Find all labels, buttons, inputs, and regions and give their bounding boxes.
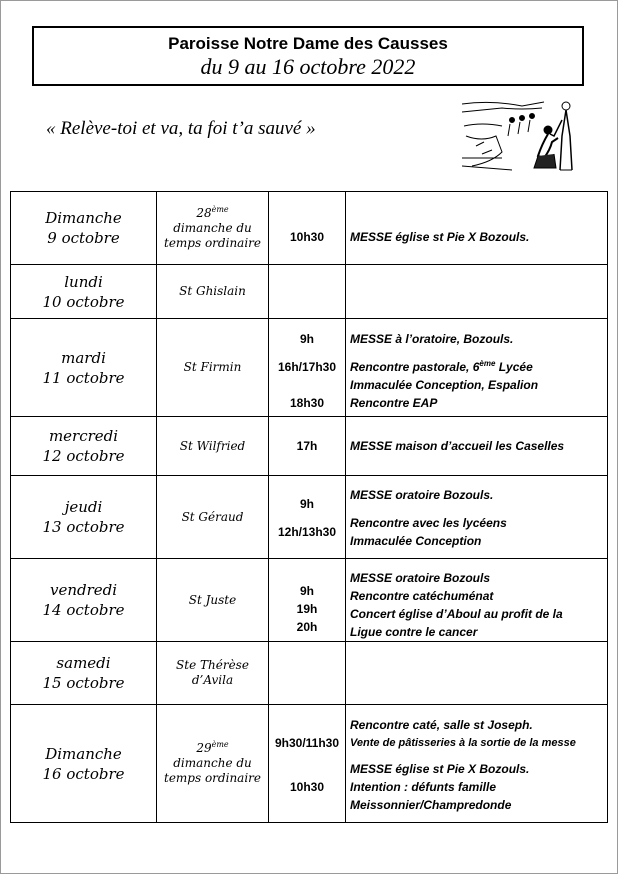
- event-cell: [346, 476, 608, 559]
- event-entry: Meissonnier/Champredonde: [350, 797, 512, 812]
- time-cell: [269, 705, 346, 823]
- event-cell: [346, 319, 608, 417]
- table-row: [11, 476, 608, 559]
- saint-cell: [157, 417, 269, 476]
- saint-cell: [157, 265, 269, 319]
- event-cell: [346, 192, 608, 265]
- event-cell: [346, 417, 608, 476]
- event-entry: MESSE oratoire Bozouls: [350, 570, 491, 585]
- event-cell: [346, 559, 608, 642]
- day-date: 9 octobre: [47, 229, 120, 247]
- saint-name: dimanche du temps ordinaire: [164, 220, 261, 250]
- time-entry: 17h: [296, 439, 318, 453]
- gospel-quote: « Relève-toi et va, ta foi t’a sauvé »: [46, 118, 316, 139]
- week-dates: du 9 au 16 octobre 2022: [200, 54, 416, 79]
- event-entry: Rencontre EAP: [350, 395, 438, 410]
- event-entry: MESSE oratoire Bozouls.: [350, 488, 494, 502]
- day-date: 11 octobre: [42, 368, 125, 387]
- event-entry: Rencontre catéchuménat: [350, 588, 494, 603]
- time-entry: 9h: [299, 584, 314, 598]
- time-cell: [269, 559, 346, 642]
- day-name: vendredi: [49, 581, 118, 599]
- time-entry: 18h30: [289, 395, 325, 410]
- sunday-ordinal: 28: [196, 205, 212, 220]
- ordinal-suffix: ème: [211, 204, 229, 214]
- saint-cell: [157, 705, 269, 823]
- day-date: 15 octobre: [42, 674, 125, 692]
- day-cell: [11, 642, 157, 705]
- saint-name: dimanche du temps ordinaire: [164, 756, 261, 785]
- event-entry: Intention : défunts famille: [350, 779, 496, 794]
- saint-cell: [157, 476, 269, 559]
- day-cell: [11, 476, 157, 559]
- day-name: jeudi: [64, 498, 103, 516]
- day-cell: [11, 559, 157, 642]
- day-date: 13 octobre: [42, 518, 125, 536]
- day-date: 14 octobre: [42, 601, 125, 619]
- day-name: lundi: [64, 272, 103, 291]
- saint-name: St Géraud: [181, 509, 244, 524]
- time-cell: [269, 319, 346, 417]
- day-name: samedi: [56, 654, 111, 672]
- time-entry: 9h: [299, 497, 314, 511]
- event-cell: [346, 265, 608, 319]
- event-entry: MESSE église st Pie X Bozouls.: [350, 761, 530, 776]
- event-entry: Rencontre caté, salle st Joseph.: [350, 717, 533, 732]
- day-name: mercredi: [48, 427, 119, 445]
- event-entry: Immaculée Conception, Espalion: [350, 377, 539, 392]
- saint-cell: [157, 192, 269, 265]
- table-row: [11, 192, 608, 265]
- saint-name: St Juste: [188, 592, 237, 607]
- saint-cell: [157, 319, 269, 417]
- event-entry: Rencontre avec les lycéens: [350, 516, 507, 530]
- time-entry: 19h: [296, 602, 318, 616]
- ordinal-suffix: ème: [211, 740, 229, 749]
- day-date: 12 octobre: [42, 447, 125, 465]
- ordinal-suffix: ème: [479, 358, 496, 368]
- event-entry: Lycée: [495, 359, 533, 374]
- table-row: [11, 265, 608, 319]
- day-cell: [11, 705, 157, 823]
- time-entry: 9h: [299, 331, 314, 346]
- table-row: [11, 642, 608, 705]
- saint-cell: [157, 559, 269, 642]
- day-cell: [11, 192, 157, 265]
- saint-name: St Firmin: [183, 360, 242, 374]
- event-entry: Vente de pâtisseries à la sortie de la messe: [350, 736, 576, 749]
- day-cell: [11, 265, 157, 319]
- time-cell: [269, 642, 346, 705]
- day-name: Dimanche: [45, 209, 122, 227]
- time-entry: 10h30: [289, 779, 325, 794]
- time-entry: 16h/17h30: [277, 359, 337, 374]
- weekly-schedule-table: [10, 191, 608, 823]
- sunday-ordinal: 29: [196, 741, 212, 755]
- event-entry: MESSE à l’oratoire, Bozouls.: [350, 331, 514, 346]
- saint-name: St Wilfried: [179, 438, 246, 453]
- event-entry: Immaculée Conception: [350, 534, 482, 548]
- time-entry: 20h: [296, 620, 318, 634]
- event-cell: [346, 705, 608, 823]
- day-date: 16 octobre: [42, 764, 125, 783]
- event-entry: MESSE maison d’accueil les Caselles: [350, 439, 565, 453]
- event-entry: Rencontre pastorale, 6: [350, 359, 480, 374]
- day-date: 10 octobre: [42, 292, 125, 311]
- saint-name: Ste Thérèse d’Avila: [176, 658, 249, 687]
- time-cell: [269, 417, 346, 476]
- table-row: [11, 319, 608, 417]
- parish-title: Paroisse Notre Dame des Causses: [168, 34, 448, 53]
- saint-name: St Ghislain: [179, 284, 246, 298]
- time-cell: [269, 192, 346, 265]
- event-cell: [346, 642, 608, 705]
- event-entry: Concert église d’Aboul au profit de la: [350, 606, 563, 621]
- time-cell: [269, 265, 346, 319]
- event-entry: Ligue contre le cancer: [350, 624, 478, 639]
- table-row: [11, 559, 608, 642]
- table-row: [11, 705, 608, 823]
- event-entry: MESSE église st Pie X Bozouls.: [350, 230, 530, 244]
- day-cell: [11, 417, 157, 476]
- time-entry: 12h/13h30: [277, 525, 337, 539]
- day-cell: [11, 319, 157, 417]
- time-entry: 10h30: [289, 230, 325, 244]
- header-box: [32, 26, 584, 86]
- day-name: Dimanche: [45, 744, 122, 763]
- saint-cell: [157, 642, 269, 705]
- table-row: [11, 417, 608, 476]
- time-entry: 9h30/11h30: [274, 735, 340, 750]
- jesus-healing-illustration-icon: [462, 96, 574, 174]
- day-name: mardi: [61, 348, 106, 367]
- time-cell: [269, 476, 346, 559]
